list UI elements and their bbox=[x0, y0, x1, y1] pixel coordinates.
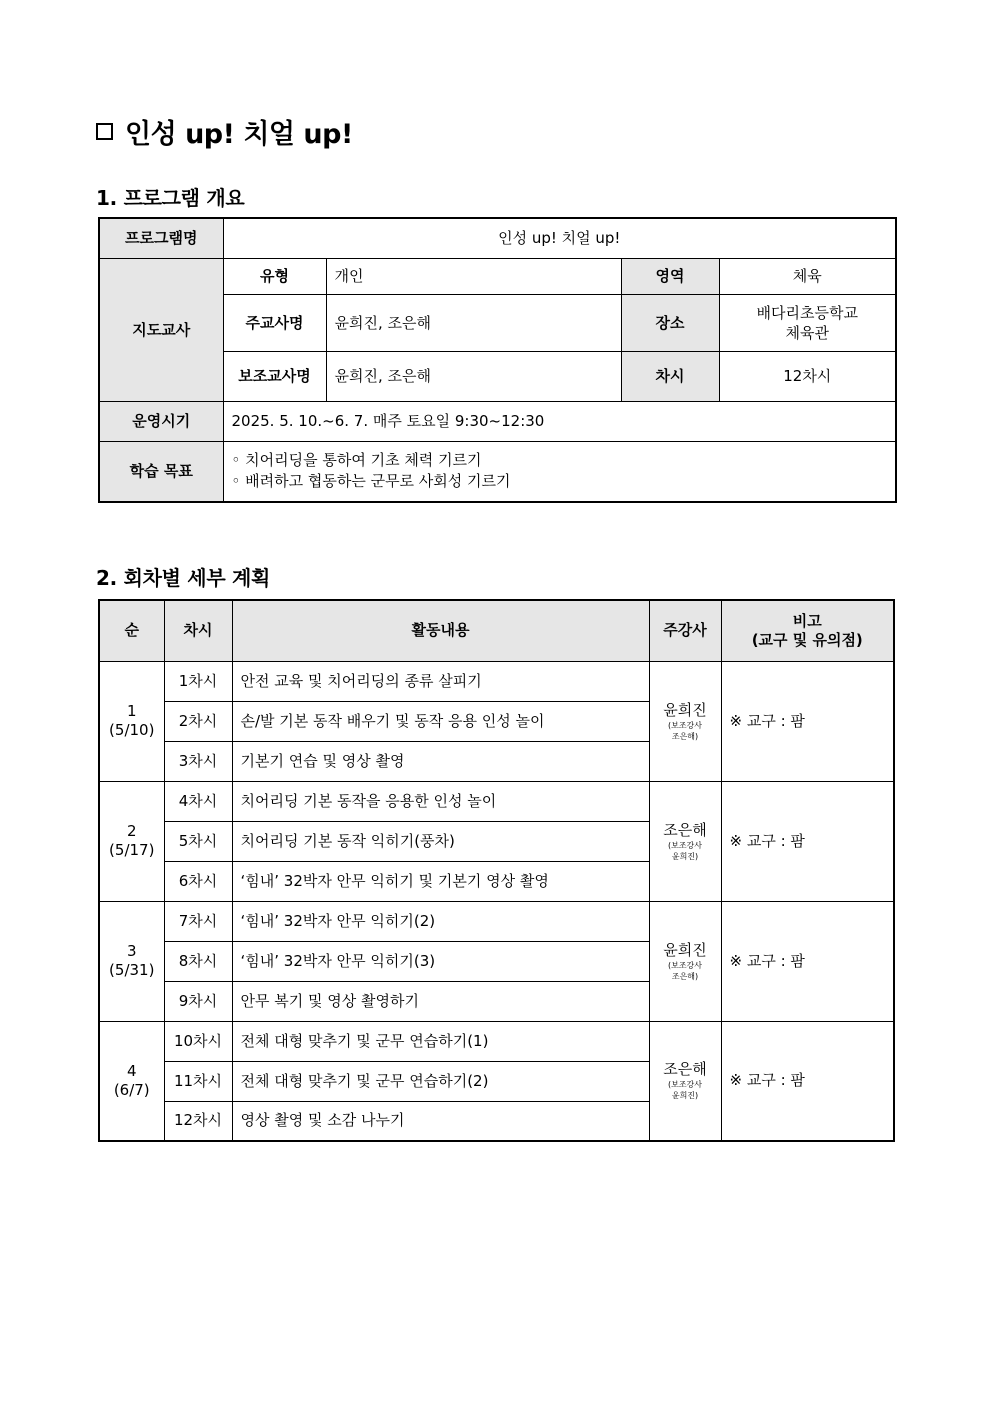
sessions-label: 차시 bbox=[621, 351, 719, 401]
document-title bbox=[96, 112, 353, 151]
overview-row-type bbox=[99, 258, 896, 294]
teacher-label: 지도교사 bbox=[99, 258, 223, 401]
assistant-line-1: (보조강사 bbox=[667, 960, 703, 970]
activity-cell: ‘힘내’ 32박자 안무 익히기(2) bbox=[232, 901, 649, 941]
assistant-line-2: 윤희진) bbox=[671, 851, 699, 861]
type-label: 유형 bbox=[223, 258, 326, 294]
instructor-name: 윤희진 bbox=[663, 940, 707, 959]
goal-item: ◦ 치어리딩을 통하여 기초 체력 기르기 bbox=[231, 451, 482, 470]
activity-cell: ‘힘내’ 32박자 안무 익히기 및 기본기 영상 촬영 bbox=[232, 861, 649, 901]
activity-cell: 치어리딩 기본 동작을 응용한 인성 놀이 bbox=[232, 781, 649, 821]
instructor-cell bbox=[649, 781, 721, 901]
header-session: 차시 bbox=[164, 600, 232, 661]
group-order: 3 bbox=[126, 942, 137, 960]
instructor-cell bbox=[649, 901, 721, 1021]
group-order-cell bbox=[99, 661, 164, 781]
table-row bbox=[99, 781, 894, 821]
assistant-line-2: 조은해) bbox=[671, 971, 699, 981]
place-label: 장소 bbox=[621, 294, 719, 351]
session-cell: 2차시 bbox=[164, 701, 232, 741]
table-row bbox=[99, 661, 894, 701]
assist-teacher-value: 윤희진, 조은해 bbox=[326, 351, 621, 401]
header-instructor: 주강사 bbox=[649, 600, 721, 661]
goal-list bbox=[223, 441, 896, 502]
activity-cell: 전체 대형 맞추기 및 군무 연습하기(2) bbox=[232, 1061, 649, 1101]
group-order: 4 bbox=[126, 1061, 137, 1080]
main-teacher-label: 주교사명 bbox=[223, 294, 326, 351]
assist-teacher-label: 보조교사명 bbox=[223, 351, 326, 401]
activity-cell: 기본기 연습 및 영상 촬영 bbox=[232, 741, 649, 781]
sessions-value: 12차시 bbox=[719, 351, 896, 401]
session-cell: 4차시 bbox=[164, 781, 232, 821]
type-value: 개인 bbox=[326, 258, 621, 294]
activity-cell: 치어리딩 기본 동작 익히기(풍차) bbox=[232, 821, 649, 861]
instructor-name: 윤희진 bbox=[663, 700, 707, 719]
assistant-line-1: (보조강사 bbox=[667, 720, 703, 730]
header-order: 순 bbox=[99, 600, 164, 661]
group-order-cell bbox=[99, 781, 164, 901]
group-order: 2 bbox=[126, 822, 137, 840]
table-row bbox=[99, 1021, 894, 1061]
session-cell: 6차시 bbox=[164, 861, 232, 901]
main-teacher-value: 윤희진, 조은해 bbox=[326, 294, 621, 351]
activity-cell: 안전 교육 및 치어리딩의 종류 살피기 bbox=[232, 661, 649, 701]
place-line-1: 배다리초등학교 bbox=[756, 303, 858, 322]
assistant-line-2: 윤희진) bbox=[671, 1091, 699, 1101]
checkbox-square-icon bbox=[96, 123, 113, 140]
instructor-name: 조은해 bbox=[663, 1060, 707, 1079]
area-label: 영역 bbox=[621, 258, 719, 294]
session-cell: 3차시 bbox=[164, 741, 232, 781]
session-cell: 7차시 bbox=[164, 901, 232, 941]
session-plan-table bbox=[98, 599, 895, 1142]
activity-cell: 영상 촬영 및 소감 나누기 bbox=[232, 1101, 649, 1141]
instructor-cell bbox=[649, 661, 721, 781]
activity-cell: 안무 복기 및 영상 촬영하기 bbox=[232, 981, 649, 1021]
header-note bbox=[721, 600, 894, 661]
activity-cell: 전체 대형 맞추기 및 군무 연습하기(1) bbox=[232, 1021, 649, 1061]
assistant-line-2: 조은해) bbox=[671, 731, 699, 741]
program-name-label: 프로그램명 bbox=[99, 218, 223, 258]
period-label: 운영시기 bbox=[99, 401, 223, 441]
overview-row-goals bbox=[99, 441, 896, 502]
plan-header-row bbox=[99, 600, 894, 661]
activity-cell: 손/발 기본 동작 배우기 및 동작 응용 인성 놀이 bbox=[232, 701, 649, 741]
assistant-line-1: (보조강사 bbox=[667, 1080, 703, 1090]
note-cell: ※ 교구 : 팜 bbox=[721, 1021, 894, 1141]
assistant-line-1: (보조강사 bbox=[667, 840, 703, 850]
group-date: (5/10) bbox=[109, 721, 155, 739]
header-activity: 활동내용 bbox=[232, 600, 649, 661]
program-name-value: 인성 up! 치얼 up! bbox=[223, 218, 896, 258]
place-value bbox=[719, 294, 896, 351]
session-cell: 11차시 bbox=[164, 1061, 232, 1101]
section-heading-plan: 2. 회차별 세부 계획 bbox=[96, 566, 271, 590]
note-cell: ※ 교구 : 팜 bbox=[721, 901, 894, 1021]
group-date: (5/31) bbox=[109, 961, 155, 979]
session-cell: 9차시 bbox=[164, 981, 232, 1021]
section-heading-overview: 1. 프로그램 개요 bbox=[96, 186, 245, 210]
document-title-text: 인성 up! 치얼 up! bbox=[125, 119, 353, 150]
note-cell: ※ 교구 : 팜 bbox=[721, 661, 894, 781]
area-value: 체육 bbox=[719, 258, 896, 294]
group-date: (5/17) bbox=[109, 841, 155, 859]
group-order-cell bbox=[99, 1021, 164, 1141]
program-overview-table bbox=[98, 217, 897, 503]
instructor-name: 조은해 bbox=[663, 820, 707, 839]
session-cell: 8차시 bbox=[164, 941, 232, 981]
overview-row-period bbox=[99, 401, 896, 441]
group-order: 1 bbox=[126, 702, 137, 720]
session-cell: 5차시 bbox=[164, 821, 232, 861]
goal-item: ◦ 배려하고 협동하는 군무로 사회성 기르기 bbox=[231, 472, 511, 491]
group-order-cell bbox=[99, 901, 164, 1021]
period-value: 2025. 5. 10.~6. 7. 매주 토요일 9:30~12:30 bbox=[223, 401, 896, 441]
group-date: (6/7) bbox=[113, 1080, 150, 1099]
activity-cell: ‘힘내’ 32박자 안무 익히기(3) bbox=[232, 941, 649, 981]
session-cell: 12차시 bbox=[164, 1101, 232, 1141]
goal-label: 학습 목표 bbox=[99, 441, 223, 502]
table-row bbox=[99, 901, 894, 941]
session-cell: 1차시 bbox=[164, 661, 232, 701]
note-cell: ※ 교구 : 팜 bbox=[721, 781, 894, 901]
header-note-line-2: (교구 및 유의점) bbox=[751, 630, 863, 649]
overview-row-program-name bbox=[99, 218, 896, 258]
place-line-2: 체육관 bbox=[785, 323, 830, 342]
header-note-line-1: 비고 bbox=[792, 611, 822, 630]
instructor-cell bbox=[649, 1021, 721, 1141]
session-cell: 10차시 bbox=[164, 1021, 232, 1061]
